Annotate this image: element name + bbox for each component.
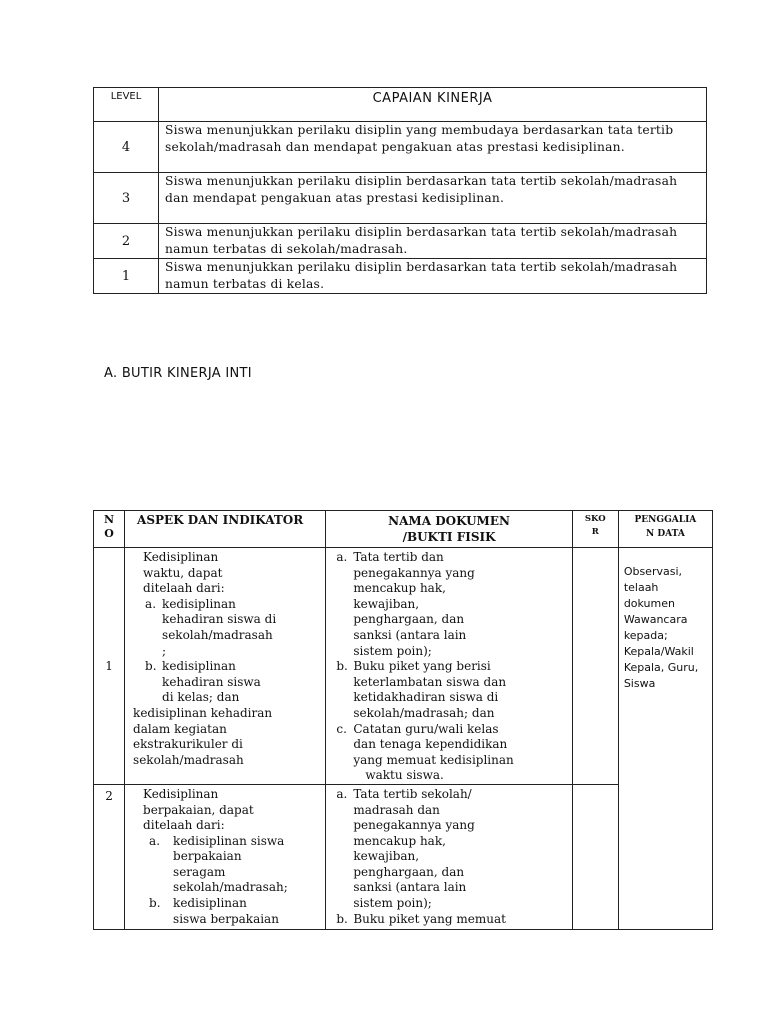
text-line: kewajiban, — [353, 596, 420, 611]
list-item — [129, 834, 323, 896]
text-line: Tata tertib dan — [353, 550, 444, 564]
text-line: Kepala, Guru, — [623, 661, 699, 674]
text-line: keterlambatan siswa dan — [353, 674, 507, 689]
text-line: Kepala/Wakil — [623, 645, 694, 658]
header-line: PENGGALIA — [634, 515, 697, 525]
list-marker: a. — [145, 596, 157, 611]
text-line: dokumen — [623, 597, 675, 610]
text-line: ditelaah dari: — [143, 818, 225, 833]
dokumen-cell — [326, 784, 572, 929]
text-line: kedisiplinan — [162, 596, 236, 611]
list-item-text — [353, 722, 567, 784]
capaian-text: Siswa menunjukkan perilaku disiplin berdasarkan tata tertib sekolah/madrasah namun terbatas di sekolah/madrasah. — [159, 224, 707, 259]
text-line: berpakaian, dapat — [143, 802, 254, 817]
text-line: sekolah/madrasah — [133, 752, 244, 767]
text-line: Tata tertib sekolah/ — [353, 786, 472, 801]
header-line: O — [104, 527, 114, 540]
text-line: kehadiran siswa — [162, 674, 261, 689]
list-item — [336, 722, 567, 784]
table-row — [94, 259, 707, 294]
header-line: NAMA DOKUMEN — [388, 514, 510, 528]
text-line: Buku piket yang berisi — [353, 659, 491, 674]
text-line: dalam kegiatan — [133, 721, 227, 736]
list-marker: b. — [149, 896, 161, 911]
capaian-text: Siswa menunjukkan perilaku disiplin berdasarkan tata tertib sekolah/madrasah dan mendapat pengakuan atas prestasi kedisiplinan. — [159, 173, 707, 224]
list-item-text — [353, 550, 567, 659]
text-line: penegakannya yang — [353, 565, 475, 580]
text-line: mencakup hak, — [353, 581, 446, 596]
level-table-header — [94, 88, 707, 122]
text-line: penghargaan, dan — [353, 864, 465, 879]
level-value: 4 — [94, 122, 159, 173]
text-line: ditelaah dari: — [143, 581, 225, 596]
text-line: seragam — [173, 864, 226, 879]
text-line: sekolah/madrasah; — [173, 880, 288, 895]
level-value: 2 — [94, 224, 159, 259]
text-line: telaah — [623, 581, 659, 594]
text-line: kedisiplinan siswa — [173, 833, 285, 848]
kinerja-table-header — [94, 511, 713, 548]
level-value: 1 — [94, 259, 159, 294]
text-line: sanksi (antara lain — [353, 627, 467, 642]
skor-cell — [572, 784, 618, 929]
list-item — [336, 912, 567, 928]
list-item — [129, 659, 323, 706]
section-heading: A. BUTIR KINERJA INTI — [104, 366, 252, 381]
text-line: sistem poin); — [353, 643, 432, 658]
list-marker: c. — [336, 721, 347, 736]
text-line: Kedisiplinan — [143, 786, 219, 801]
text-line: sekolah/madrasah — [162, 627, 273, 642]
table-row — [94, 122, 707, 173]
list-item — [336, 787, 567, 912]
text-line: kewajiban, — [353, 849, 420, 864]
level-value: 3 — [94, 173, 159, 224]
list-item-text — [173, 834, 323, 896]
text-line: di kelas; dan — [162, 690, 240, 705]
list-item — [129, 597, 323, 659]
text-line: siswa berpakaian — [173, 911, 279, 926]
text-line: Observasi, — [623, 565, 683, 578]
list-item-text — [353, 787, 567, 912]
text-line: Buku piket yang memuat — [353, 911, 506, 926]
text-line: waktu siswa. — [365, 768, 444, 783]
text-line: ekstrakurikuler di — [133, 737, 243, 752]
text-line: Siswa — [623, 677, 656, 690]
list-marker: a. — [336, 550, 348, 564]
skor-header — [572, 511, 618, 548]
list-item-text — [162, 597, 323, 659]
header-line: N DATA — [645, 529, 685, 539]
text-line: sekolah/madrasah; dan — [353, 705, 495, 720]
text-line: mencakup hak, — [353, 833, 446, 848]
text-line: penghargaan, dan — [353, 612, 465, 627]
text-line: Kedisiplinan — [143, 550, 219, 564]
list-item-text — [162, 659, 323, 706]
skor-cell — [572, 548, 618, 785]
no-header — [94, 511, 125, 548]
penggalian-data-header — [618, 511, 712, 548]
table-row — [94, 173, 707, 224]
kinerja-table — [93, 510, 713, 930]
level-header: LEVEL — [94, 88, 159, 122]
text-line: dan tenaga kependidikan — [353, 737, 508, 752]
row-number: 2 — [94, 784, 125, 929]
text-line: Wawancara — [623, 613, 688, 626]
text-line: ; — [162, 643, 167, 658]
text-line: kedisiplinan — [162, 659, 236, 674]
text-line: kedisiplinan — [173, 896, 247, 911]
list-item — [129, 896, 323, 927]
text-line: ketidakhadiran siswa di — [353, 690, 499, 705]
text-line: berpakaian — [173, 849, 242, 864]
text-line: kedisiplinan kehadiran — [133, 705, 273, 720]
header-line: R — [591, 527, 599, 537]
text-line: yang memuat kedisiplinan — [353, 752, 514, 767]
table-row — [94, 224, 707, 259]
list-item-text — [353, 912, 567, 928]
list-marker: b. — [336, 911, 348, 926]
text-line: sanksi (antara lain — [353, 880, 467, 895]
list-marker: b. — [145, 659, 157, 674]
dokumen-cell — [326, 548, 572, 785]
aspek-cell — [125, 548, 326, 785]
capaian-text: Siswa menunjukkan perilaku disiplin berdasarkan tata tertib sekolah/madrasah namun terbatas di kelas. — [159, 259, 707, 294]
text-line: kepada; — [623, 629, 668, 642]
list-item — [336, 659, 567, 721]
text-line: kehadiran siswa di — [162, 612, 277, 627]
text-line: waktu, dapat — [143, 565, 223, 580]
list-item-text — [353, 659, 567, 721]
table-row — [94, 548, 713, 785]
list-item-text — [173, 896, 323, 927]
list-marker: a. — [149, 833, 161, 848]
text-line: sistem poin); — [353, 896, 432, 911]
penggalian-data-cell — [618, 548, 712, 930]
row-number: 1 — [94, 548, 125, 785]
header-line: N — [103, 513, 115, 526]
aspek-header: ASPEK DAN INDIKATOR — [125, 511, 326, 548]
text-line: Catatan guru/wali kelas — [353, 721, 499, 736]
list-marker: a. — [336, 786, 348, 801]
capaian-text: Siswa menunjukkan perilaku disiplin yang membudaya berdasarkan tata tertib sekolah/madrasah dan mendapat pengakuan atas prestasi kedisiplinan. — [159, 122, 707, 173]
text-line: madrasah dan — [353, 802, 440, 817]
text-line: penegakannya yang — [353, 818, 475, 833]
capaian-header: CAPAIAN KINERJA — [159, 88, 707, 122]
header-line: /BUKTI FISIK — [402, 530, 496, 544]
level-table — [93, 87, 707, 294]
nama-dokumen-header — [326, 511, 572, 548]
aspek-cell — [125, 784, 326, 929]
header-line: SKO — [584, 514, 606, 524]
list-marker: b. — [336, 659, 348, 674]
list-item — [336, 550, 567, 659]
